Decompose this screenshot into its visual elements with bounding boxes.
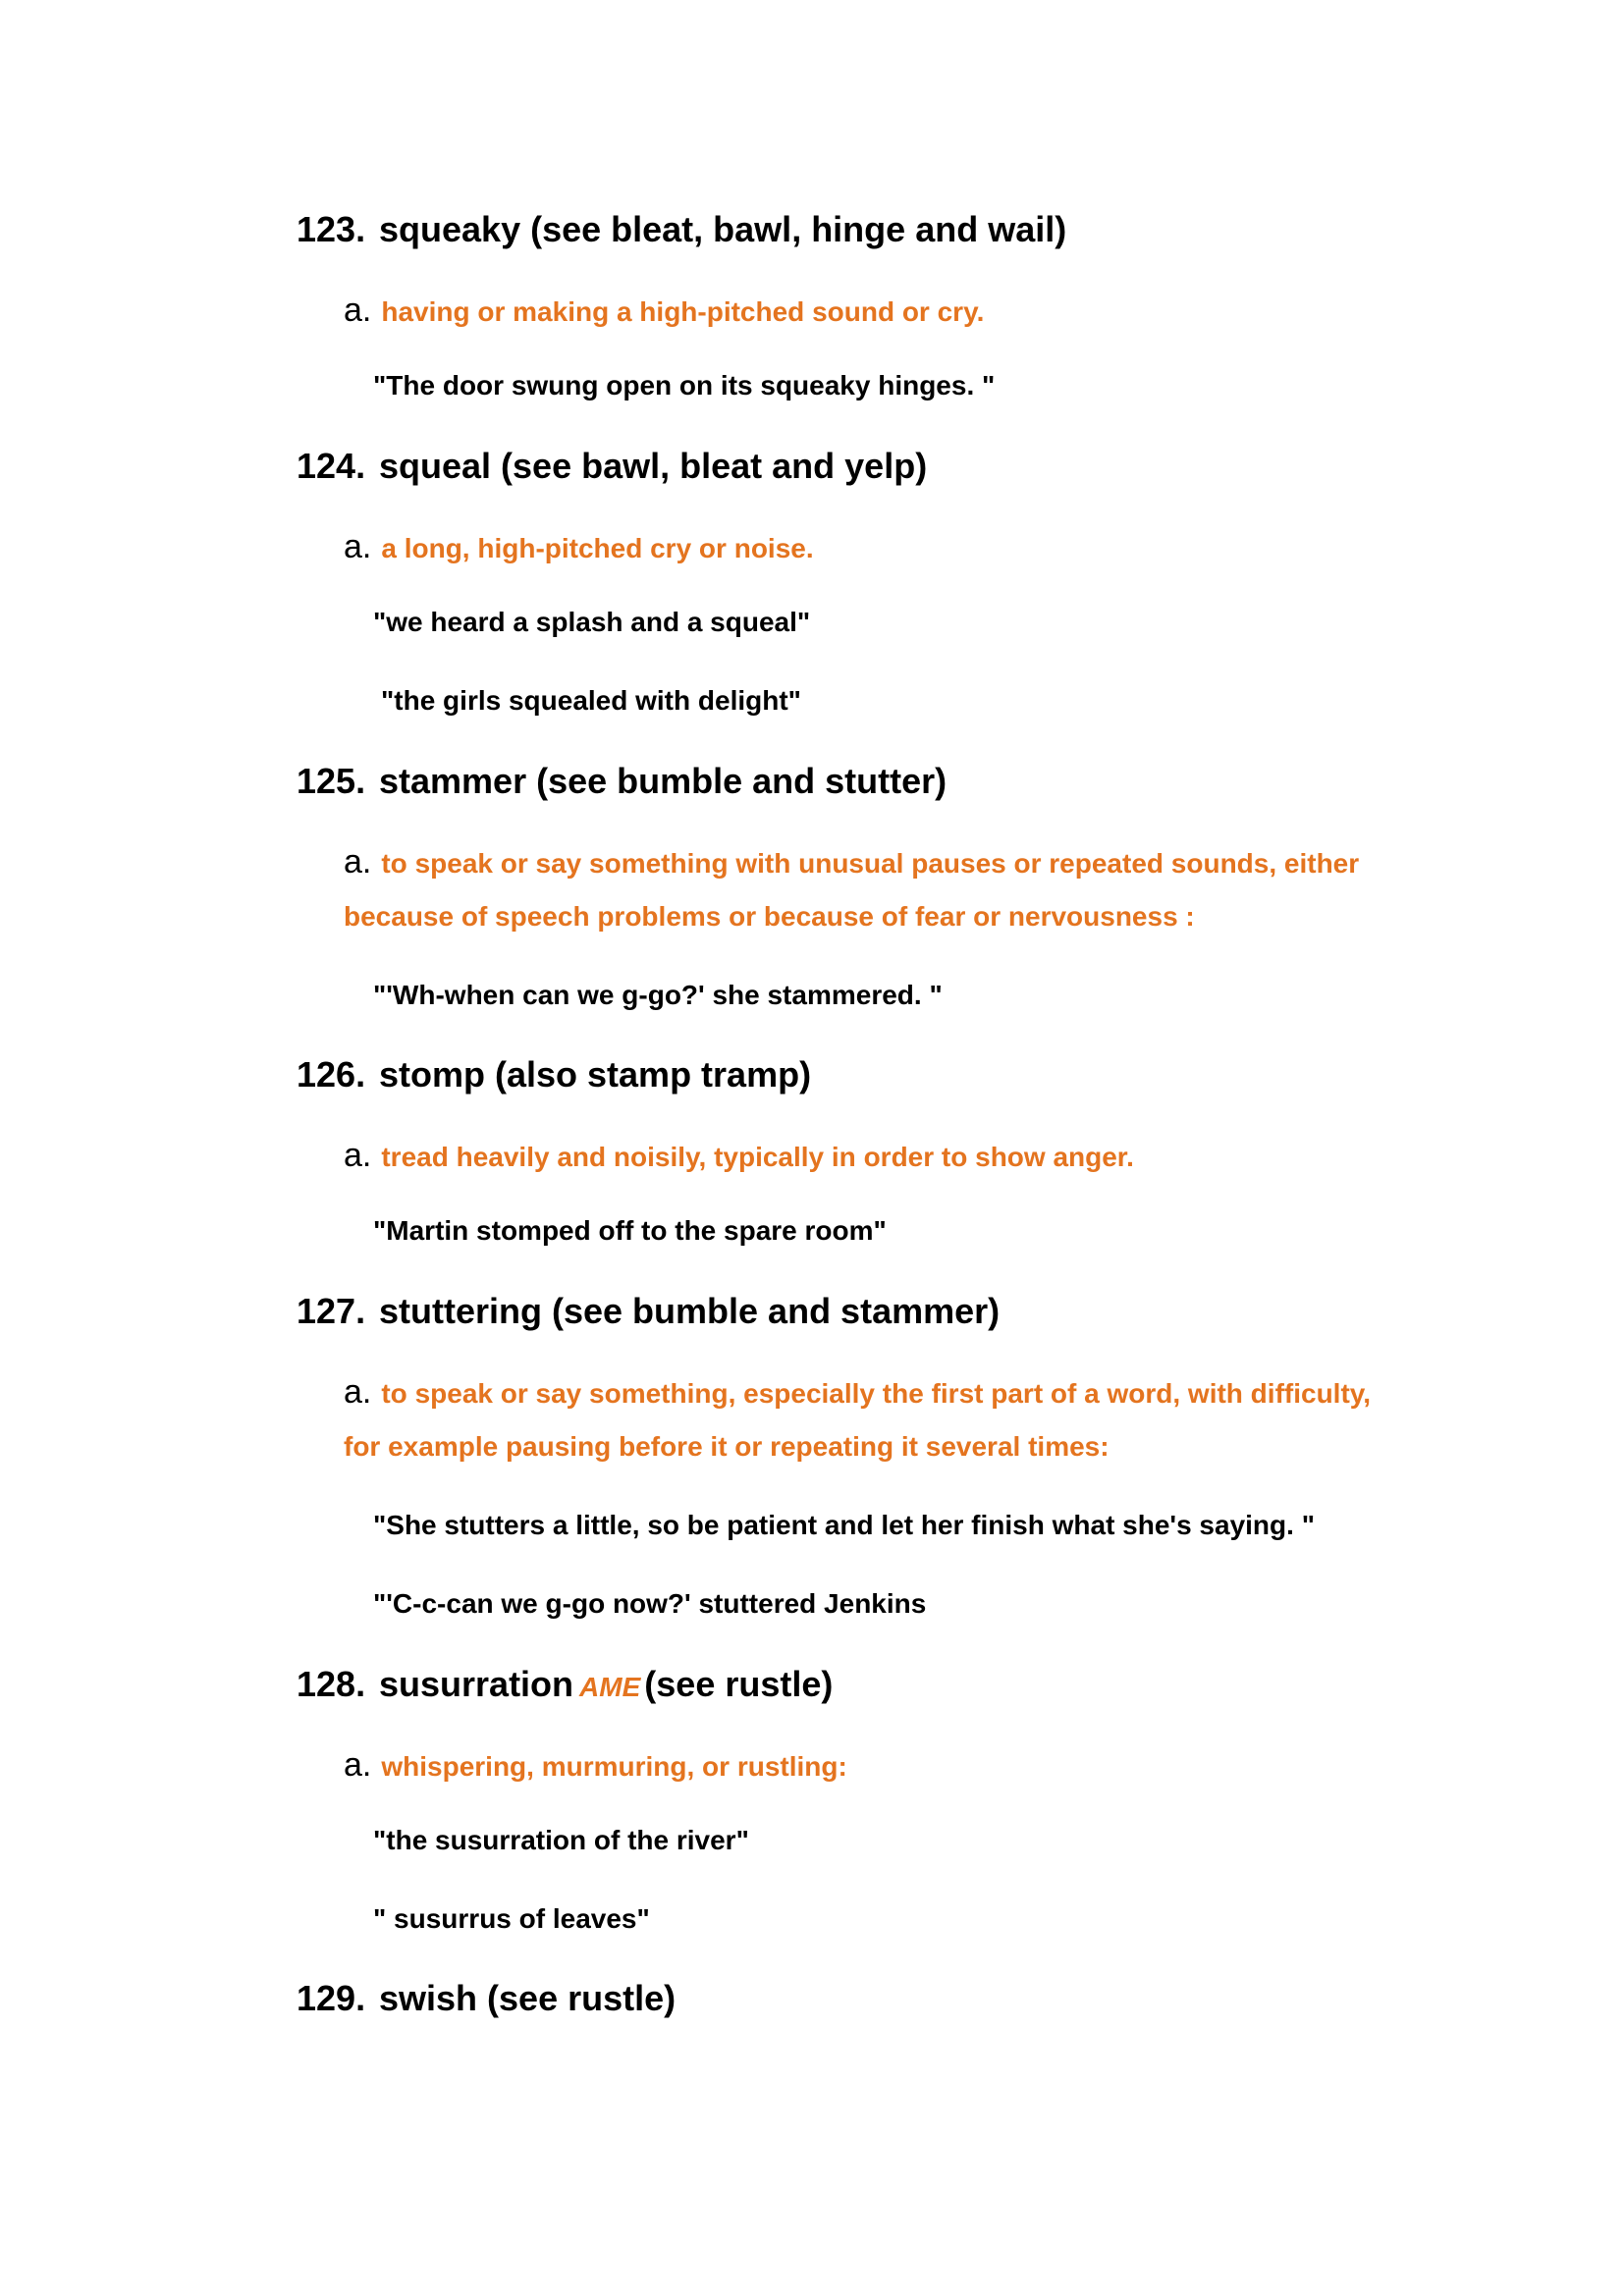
entry-number: 125. [297, 761, 366, 801]
entry-sense [344, 1139, 1134, 1174]
example-sentence: "the girls squealed with delight" [381, 685, 801, 716]
example-sentence: "Martin stomped off to the spare room" [373, 1215, 887, 1246]
entry-sense [344, 1748, 847, 1784]
entry-term: swish (see rustle) [379, 1978, 677, 2018]
entry-term: susurration [379, 1664, 574, 1704]
sense-letter: a. [344, 292, 372, 329]
example-sentence: "the susurration of the river" [373, 1825, 749, 1855]
entry-sense [344, 845, 1359, 881]
example-sentence: " susurrus of leaves" [373, 1903, 650, 1934]
sense-letter: a. [344, 1373, 372, 1411]
sense-letter: a. [344, 1137, 372, 1174]
entry-number: 126. [297, 1054, 366, 1095]
entry-heading [297, 210, 1066, 249]
sense-definition: to speak or say something with unusual pauses or repeated sounds, either [381, 848, 1360, 879]
sense-definition: a long, high-pitched cry or noise. [381, 533, 814, 563]
entry-number: 123. [297, 209, 366, 249]
sense-letter: a. [344, 528, 372, 565]
entry-heading [297, 1292, 1000, 1331]
entry-sense [344, 530, 814, 565]
sense-definition: tread heavily and noisily, typically in order to show anger. [381, 1142, 1134, 1172]
sense-definition: having or making a high-pitched sound or cry. [381, 296, 985, 327]
sense-definition-continued: because of speech problems or because of fear or nervousness : [344, 901, 1195, 932]
entry-term: squeaky (see bleat, bawl, hinge and wail) [379, 209, 1067, 249]
entry-term: stuttering (see bumble and stammer) [379, 1291, 1001, 1331]
entry-number: 129. [297, 1978, 366, 2018]
example-sentence: "'Wh-when can we g-go?' she stammered. " [373, 980, 943, 1010]
example-sentence: "She stutters a little, so be patient and let her finish what she's saying. " [373, 1510, 1315, 1540]
sense-definition: to speak or say something, especially the first part of a word, with difficulty, [381, 1378, 1372, 1409]
entry-term: stomp (also stamp tramp) [379, 1054, 812, 1095]
entry-heading [297, 1665, 833, 1707]
entry-number: 128. [297, 1664, 366, 1704]
example-sentence: "we heard a splash and a squeal" [373, 607, 811, 637]
sense-definition: whispering, murmuring, or rustling: [381, 1751, 847, 1782]
sense-letter: a. [344, 843, 372, 881]
region-tag: AME [579, 1672, 641, 1702]
sense-definition-continued: for example pausing before it or repeating it several times: [344, 1431, 1110, 1462]
entry-number: 124. [297, 446, 366, 486]
entry-heading [297, 1055, 811, 1095]
entry-term: stammer (see bumble and stutter) [379, 761, 947, 801]
entry-heading [297, 447, 927, 486]
entry-term-suffix: (see rustle) [644, 1664, 834, 1704]
entry-heading [297, 1979, 676, 2018]
entry-number: 127. [297, 1291, 366, 1331]
example-sentence: "The door swung open on its squeaky hinges. " [373, 370, 996, 400]
entry-heading [297, 762, 947, 801]
entry-term: squeal (see bawl, bleat and yelp) [379, 446, 928, 486]
sense-letter: a. [344, 1746, 372, 1784]
entry-sense [344, 294, 984, 329]
entry-sense [344, 1375, 1371, 1411]
example-sentence: "'C-c-can we g-go now?' stuttered Jenkins [373, 1588, 927, 1619]
